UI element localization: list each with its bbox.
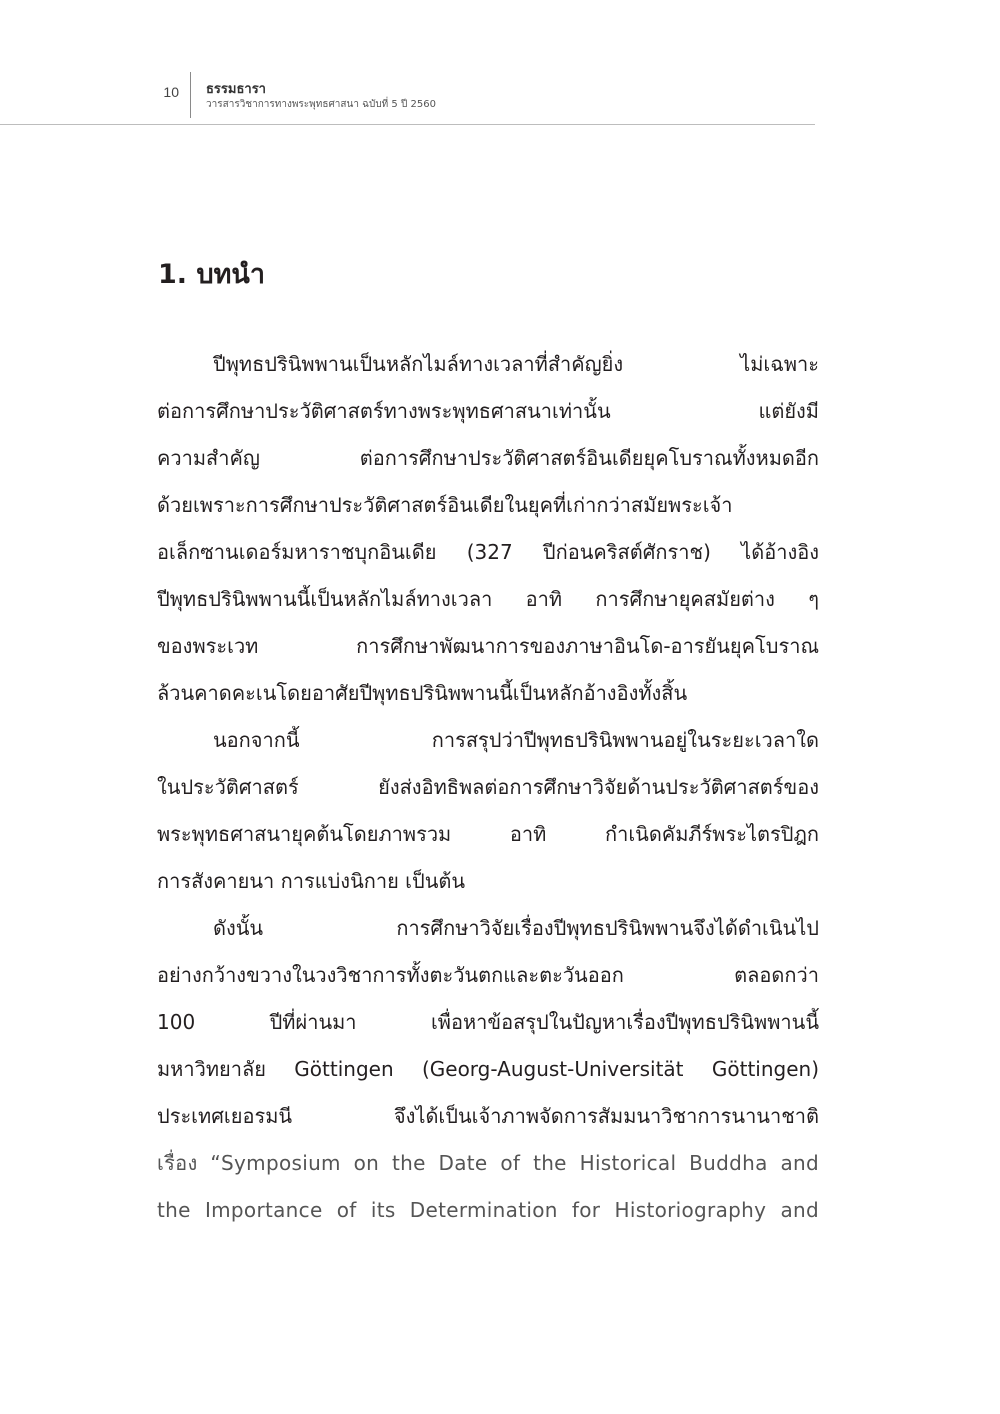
paragraph-line: ต่อการศึกษาประวัติศาสตร์ทางพระพุทธศาสนาเท่านั้น แต่ยังมี bbox=[157, 399, 819, 423]
section-heading: 1. บทนำ bbox=[158, 259, 265, 290]
paragraph-line: อย่างกว้างขวางในวงวิชาการทั้งตะวันตกและตะวันออก ตลอดกว่า bbox=[157, 963, 819, 987]
paragraph-line: ด้วยเพราะการศึกษาประวัติศาสตร์อินเดียในยุคที่เก่ากว่าสมัยพระเจ้า bbox=[157, 493, 733, 517]
paragraph-line: ในประวัติศาสตร์ ยังส่งอิทธิพลต่อการศึกษาวิจัยด้านประวัติศาสตร์ของ bbox=[157, 775, 819, 799]
paragraph-line: ปีพุทธปรินิพพานเป็นหลักไมล์ทางเวลาที่สำคัญยิ่ง ไม่เฉพาะ bbox=[213, 352, 819, 376]
page-number: 10 bbox=[163, 84, 179, 100]
paragraph-line: นอกจากนี้ การสรุปว่าปีพุทธปรินิพพานอยู่ในระยะเวลาใด bbox=[213, 728, 819, 752]
paragraph-line: ความสำคัญ ต่อการศึกษาประวัติศาสตร์อินเดียยุคโบราณทั้งหมดอีก bbox=[157, 446, 819, 470]
paragraph-line: the Importance of its Determination for Historiography and bbox=[157, 1198, 819, 1222]
paragraph-line: เรื่อง “Symposium on the Date of the Historical Buddha and bbox=[157, 1151, 819, 1175]
header-divider bbox=[190, 72, 191, 118]
paragraph-line: ของพระเวท การศึกษาพัฒนาการของภาษาอินโด-อารยันยุคโบราณ bbox=[157, 634, 819, 658]
paragraph-line: ปีพุทธปรินิพพานนี้เป็นหลักไมล์ทางเวลา อาทิ การศึกษายุคสมัยต่าง ๆ bbox=[157, 587, 819, 611]
journal-subtitle: วารสารวิชาการทางพระพุทธศาสนา ฉบับที่ 5 ปี 2560 bbox=[206, 99, 436, 110]
body-text bbox=[157, 344, 819, 1237]
journal-title: ธรรมธารา bbox=[206, 82, 266, 97]
paragraph-line: อเล็กซานเดอร์มหาราชบุกอินเดีย (327 ปีก่อนคริสต์ศักราช) ได้อ้างอิง bbox=[157, 540, 819, 564]
paragraph-line: 100 ปีที่ผ่านมา เพื่อหาข้อสรุปในปัญหาเรื่องปีพุทธปรินิพพานนี้ bbox=[157, 1010, 819, 1034]
running-header bbox=[0, 0, 1000, 126]
paragraph-line: ล้วนคาดคะเนโดยอาศัยปีพุทธปรินิพพานนี้เป็นหลักอ้างอิงทั้งสิ้น bbox=[157, 681, 688, 705]
paragraph-line: พระพุทธศาสนายุคต้นโดยภาพรวม อาทิ กำเนิดคัมภีร์พระไตรปิฎก bbox=[157, 822, 819, 846]
paragraph-line: ประเทศเยอรมนี จึงได้เป็นเจ้าภาพจัดการสัมมนาวิชาการนานาชาติ bbox=[157, 1104, 819, 1128]
paragraph-line: การสังคายนา การแบ่งนิกาย เป็นต้น bbox=[157, 869, 466, 893]
header-rule bbox=[0, 124, 815, 125]
paragraph-line: มหาวิทยาลัย Göttingen (Georg-August-Universität Göttingen) bbox=[157, 1057, 819, 1081]
paragraph-line: ดังนั้น การศึกษาวิจัยเรื่องปีพุทธปรินิพพานจึงได้ดำเนินไป bbox=[213, 916, 819, 940]
